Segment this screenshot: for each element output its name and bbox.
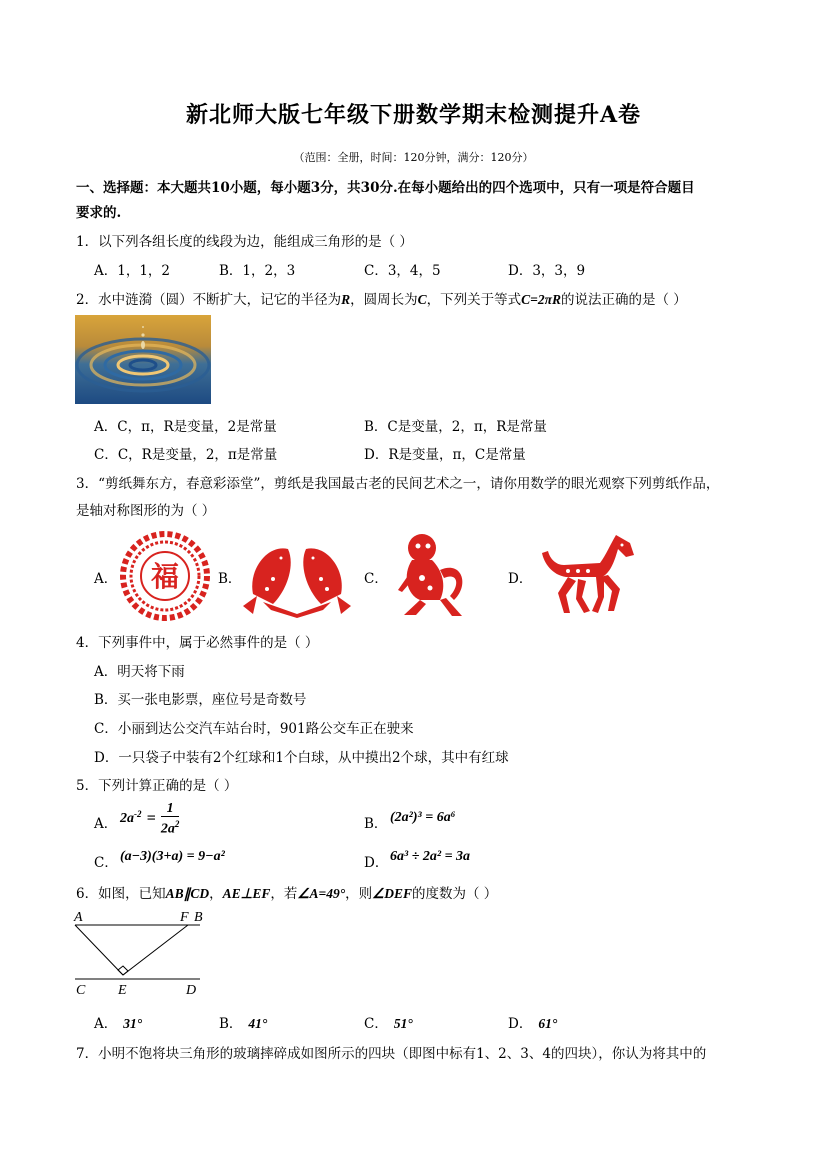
q5-stem: 5．下列计算正确的是（ ） [76,778,238,794]
q2-option-d[interactable]: D．R是变量，π，C是常量 [364,447,526,463]
label-a: A [74,910,83,925]
label-b: B [194,910,203,925]
right-angle-mark [118,966,128,975]
q4-option-b[interactable]: B．买一张电影票，座位号是奇数号 [94,692,307,708]
q2-stem-part: ，下列关于等式 [426,292,522,308]
q2-option-b[interactable]: B．C是变量，2，π，R是常量 [364,419,547,435]
q6-stem-part: ，则 [345,886,373,902]
q5-option-c-formula[interactable]: (a−3)(3+a) = 9−a² [120,849,225,864]
q5-label-b[interactable]: B． [364,816,388,832]
label-e: E [118,983,127,998]
q5-a-numerator: 1 [161,801,180,817]
q6-parallel-condition: AB∥CD [165,886,210,901]
q5-option-d-formula[interactable]: 6a³ ÷ 2a² = 3a [390,849,471,864]
paper-cut-monkey-image[interactable] [392,530,472,618]
q5-label-d[interactable]: D． [364,855,389,871]
q6-perpendicular-condition: AE⊥EF [222,886,271,901]
q4-option-c[interactable]: C．小丽到达公交汽车站台时，901路公交车正在驶来 [94,721,414,737]
q5-option-a-formula[interactable] [120,801,179,837]
q1-option-d[interactable]: D．3，3，9 [508,263,586,279]
q1-stem: 1．以下列各组长度的线段为边，能组成三角形的是（ ） [76,234,413,250]
q5-a-den-text: 2a [160,821,175,837]
q1-option-a[interactable]: A．1，1，2 [94,263,171,279]
q5-a-exponent: -2 [134,809,142,819]
q2-stem [76,288,687,308]
water-ripple-image [75,315,211,404]
segment-ae [75,925,123,975]
q3-stem-line2: 是轴对称图形的为（ ） [76,503,216,519]
q2-stem-part: 2．水中涟漪（圆）不断扩大，记它的半径为 [76,292,342,308]
q6-option-a[interactable] [94,1012,142,1032]
q5-label-a[interactable]: A． [94,816,118,832]
q6-value-d: 61° [538,1016,558,1031]
q6-value-b: 41° [248,1016,268,1031]
page-title: 新北师大版七年级下册数学期末检测提升A卷 [185,102,642,128]
q6-stem [76,882,497,902]
q6-value-a: 31° [123,1016,143,1031]
q3-label-b[interactable]: B． [218,571,242,587]
label-d: D [186,983,197,998]
q5-option-b-formula[interactable]: (2a²)³ = 6a⁶ [390,810,456,825]
equals-sign: = [146,809,156,827]
q6-option-b[interactable] [219,1012,267,1032]
q6-stem-part: ， [209,886,223,902]
paper-cut-fu-image[interactable] [120,531,210,621]
q5-a-base: 2a [120,810,134,826]
q6-stem-part: ，若 [270,886,298,902]
q4-option-d[interactable]: D．一只袋子中装有2个红球和1个白球，从中摸出2个球，其中有红球 [94,750,509,766]
paper-cut-fish-image[interactable] [243,534,351,618]
q6-value-c: 51° [393,1016,413,1031]
q6-option-d[interactable] [508,1012,557,1032]
segment-fe [123,925,188,975]
q5-label-c[interactable]: C． [94,855,118,871]
label-c: C [76,983,86,998]
q3-label-c[interactable]: C． [364,571,388,587]
q6-stem-part: 6．如图，已知 [76,886,166,902]
q1-option-b[interactable]: B．1，2，3 [219,263,296,279]
q6-label-a: A． [94,1016,118,1032]
q1-option-c[interactable]: C．3，4，5 [364,263,441,279]
q6-angle-condition: ∠A=49° [297,886,346,901]
fu-character: 福 [150,560,180,593]
q5-a-fraction [161,801,180,837]
q7-stem: 7．小明不饱将块三角形的玻璃摔碎成如图所示的四块（即图中标有1、2、3、4的四块），你认为将其中的 [76,1046,707,1062]
paper-cut-horse-image[interactable] [538,533,640,615]
q3-label-a[interactable]: A． [94,571,118,587]
q2-var-c: C [417,292,427,307]
q3-label-d[interactable]: D． [508,571,533,587]
q6-label-b: B． [219,1016,243,1032]
label-f: F [180,910,189,925]
q4-stem: 4．下列事件中，属于必然事件的是（ ） [76,635,319,651]
q6-label-c: C． [364,1016,388,1032]
q3-stem-line1: 3．“剪纸舞东方，春意彩添堂”，剪纸是我国最古老的民间艺术之一，请你用数学的眼光观察下列剪纸作品， [76,476,720,492]
q6-target-angle: ∠DEF [372,886,412,901]
q6-option-c[interactable] [364,1012,413,1032]
section-heading-line2: 要求的. [76,205,122,221]
q6-label-d: D． [508,1016,533,1032]
q2-var-r: R [341,292,351,307]
q4-option-a[interactable]: A．明天将下雨 [94,664,185,680]
q2-option-c[interactable]: C．C，R是变量，2，π是常量 [94,447,278,463]
q2-stem-part: 的说法正确的是（ ） [560,292,687,308]
section-heading-line1: 一、选择题：本大题共10小题，每小题3分，共30分.在每小题给出的四个选项中，只有一项是符合题目 [76,180,695,196]
exam-subtitle: （范围：全册，时间：120分钟，满分：120分） [293,151,534,164]
q6-geometry-figure [70,906,210,998]
q2-option-a[interactable]: A．C，π，R是变量，2是常量 [94,419,277,435]
q6-stem-part: 的度数为（ ） [411,886,498,902]
q2-formula: C=2πR [521,292,561,307]
q2-stem-part: ，圆周长为 [350,292,418,308]
q5-a-denominator: $2a^2$ [160,819,180,837]
